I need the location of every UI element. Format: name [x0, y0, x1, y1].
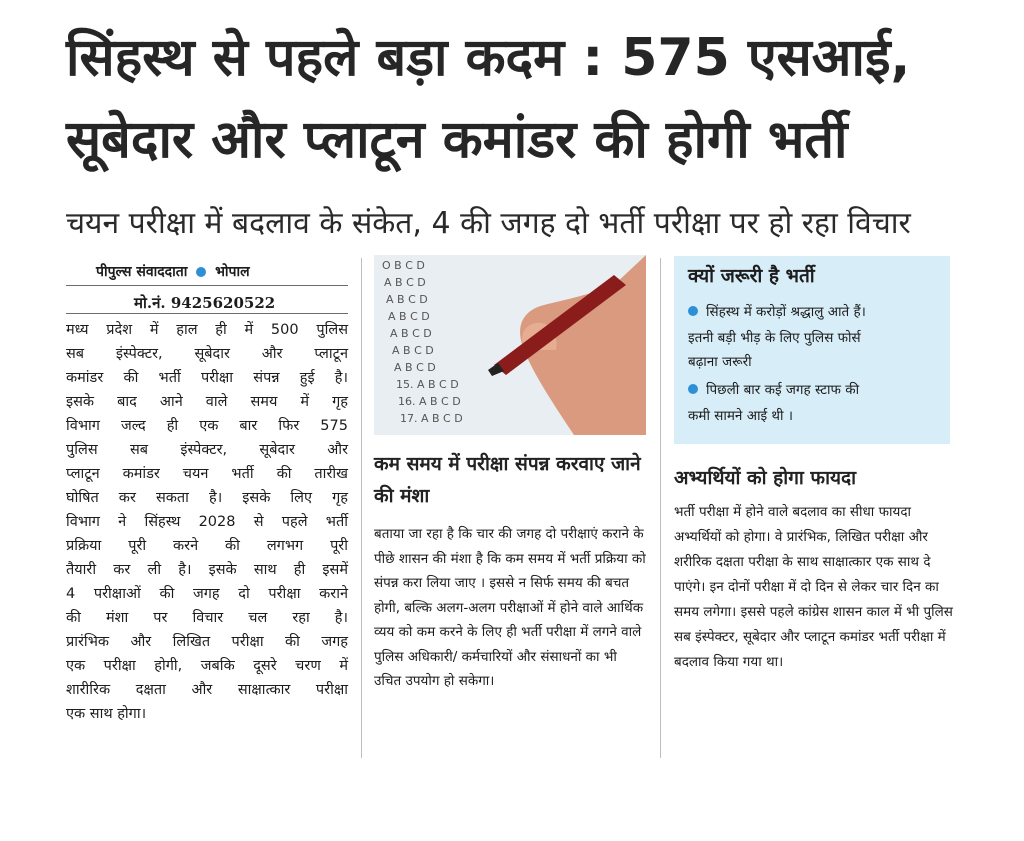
article-line: शारीरिक दक्षता और साक्षात्कार परीक्षा — [66, 682, 348, 698]
headline-line-2: सूबेदार और प्लाटून कमांडर की होगी भर्ती — [66, 110, 848, 170]
article-line: पुलिस सब इंस्पेक्टर, सूबेदार और — [66, 442, 348, 458]
article-line: की मंशा पर विचार चल रहा है। — [66, 610, 348, 626]
article-line: विभाग ने सिंहस्थ 2028 से पहले भर्ती — [66, 514, 348, 530]
article-line: प्लाटून कमांडर चयन भर्ती की तारीख — [66, 466, 348, 482]
article-line: मध्य प्रदेश में हाल ही में 500 पुलिस — [66, 322, 348, 338]
article-line: विभाग जल्द ही एक बार फिर 575 — [66, 418, 348, 434]
answer-sheet-row: A B C D — [390, 327, 432, 340]
info-text: पिछली बार कई जगह स्टाफ की — [706, 382, 860, 398]
article-line: 4 परीक्षाओं की जगह दो परीक्षा कराने — [66, 586, 348, 602]
reporter-name: पीपुल्स संवाददाता — [96, 264, 188, 280]
answer-sheet-row: 16. A B C D — [398, 395, 461, 408]
article-column-1 — [66, 318, 348, 726]
exam-sheet-photo — [374, 255, 646, 435]
dateline-place: भोपाल — [215, 264, 250, 280]
info-text: सिंहस्थ में करोड़ों श्रद्धालु आते हैं। — [706, 304, 866, 320]
bullet-dot-icon — [688, 384, 698, 394]
info-box-text: कमी सामने आई थी । — [688, 408, 793, 424]
answer-sheet-row: A B C D — [392, 344, 434, 357]
info-box-title: क्यों जरूरी है भर्ती — [688, 265, 815, 287]
bullet-dot-icon — [196, 267, 206, 277]
article-line: प्रारंभिक और लिखित परीक्षा की जगह — [66, 634, 348, 650]
article-line: घोषित कर सकता है। इसके लिए गृह — [66, 490, 348, 506]
answer-sheet-row: A B C D — [384, 276, 426, 289]
answer-sheet-row: O B C D — [382, 259, 425, 272]
column-divider — [660, 258, 661, 758]
answer-sheet-row: A B C D — [394, 361, 436, 374]
info-box — [674, 256, 950, 444]
reporter-phone: मो.नं. 9425620522 — [134, 294, 276, 312]
column-divider — [361, 258, 362, 758]
byline — [96, 262, 250, 281]
info-box-point-2 — [688, 378, 859, 402]
answer-sheet-row: 17. A B C D — [400, 412, 463, 425]
article-line: एक साथ होगा। — [66, 706, 147, 722]
info-box-text: इतनी बड़ी भीड़ के लिए पुलिस फोर्स — [688, 330, 861, 346]
byline-rule — [66, 285, 348, 286]
subheadline: चयन परीक्षा में बदलाव के संकेत, 4 की जगह दो भर्ती परीक्षा पर हो रहा विचार — [66, 206, 911, 241]
article-line: कमांडर की भर्ती परीक्षा संपन्न हुई है। — [66, 370, 348, 386]
bullet-dot-icon — [688, 306, 698, 316]
info-box-text: बढ़ाना जरूरी — [688, 354, 752, 370]
section-heading-right: अभ्यर्थियों को होगा फायदा — [674, 467, 857, 489]
section-heading-mid: कम समय में परीक्षा संपन्न करवाए जाने की मंशा — [374, 453, 641, 507]
headline-line-1: सिंहस्थ से पहले बड़ा कदम : 575 एसआई, — [66, 28, 911, 88]
article-line: तैयारी कर ली है। इसके साथ ही इसमें — [66, 562, 348, 578]
byline-rule-bottom — [66, 313, 348, 314]
article-column-3: भर्ती परीक्षा में होने वाले बदलाव का सीधा फायदा अभ्यर्थियों को होगा। वे प्रारंभिक, लिखित परीक्षा और शरीरिक दक्षता परीक्षा के साथ साक्षात्कार एक साथ दे पाएंगे। इन दोनों परीक्षा में दो दिन से लेकर चार दिन का समय लगेगा। इससे पहले कांग्रेस शासन काल में भी पुलिस सब इंस्पेक्टर, सूबेदार और प्लाटून कमांडर भर्ती परीक्षा में बदलाव किया गया था। — [674, 504, 953, 670]
info-box-point-1 — [688, 300, 866, 324]
answer-sheet-row: A B C D — [386, 293, 428, 306]
article-line: एक परीक्षा होगी, जबकि दूसरे चरण में — [66, 658, 348, 674]
answer-sheet-row: A B C D — [388, 310, 430, 323]
article-line: इसके बाद आने वाले समय में गृह — [66, 394, 348, 410]
article-line: सब इंस्पेक्टर, सूबेदार और प्लाटून — [66, 346, 348, 362]
answer-sheet-row: 15. A B C D — [396, 378, 459, 391]
article-line: प्रक्रिया पूरी करने की लगभग पूरी — [66, 538, 348, 554]
article-column-2: बताया जा रहा है कि चार की जगह दो परीक्षाएं कराने के पीछे शासन की मंशा है कि कम समय में भर्ती प्रक्रिया को संपन्न करा लिया जाए । इससे न सिर्फ समय की बचत होगी, बल्कि अलग-अलग परीक्षाओं में होने वाले आर्थिक व्यय को कम करने के लिए ही भर्ती परीक्षा में लगने वाले पुलिस अधिकारी/ कर्मचारियों और संसाधनों का भी उचित उपयोग हो सकेगा। — [374, 526, 646, 689]
hand-with-pen-illustration — [374, 255, 646, 435]
